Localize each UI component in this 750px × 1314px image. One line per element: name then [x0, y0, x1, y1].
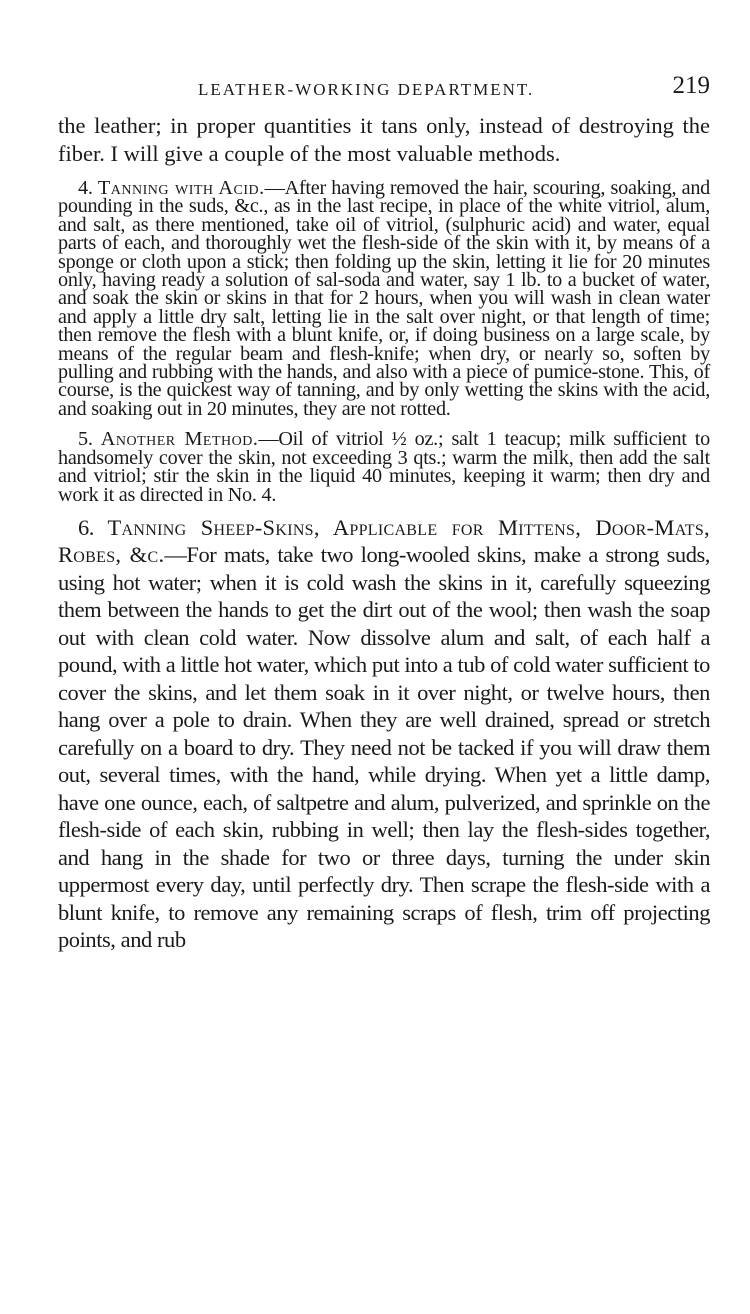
section-6-heading: Tanning Sheep-Skins, Applicable for Mittens, Door-Mats, Robes, &c.	[58, 514, 710, 568]
section-6-text: —For mats, take two long-wooled skins, make a strong suds, using hot water; when it is cold wash the skins in it, carefully squeezing them between the hands to get the dirt out of the wool; then wash the soap out with clean cold water. Now dissolve alum and salt, of each half a pound, with a little hot water, which put into a tub of cold water sufficient to cover the skins, and let them soak in it over night, or twelve hours, then hang over a pole to drain. When they are well drained, spread or stretch carefully on a board to dry. They need not be tacked if you will draw them out, several times, with the hand, while drying. When yet a little damp, have one ounce, each, of saltpetre and alum, pulverized, and sprinkle on the flesh-side of each skin, rubbing in well; then lay the flesh-sides together, and hang in the shade for two or three days, turning the under skin uppermost every day, until perfectly dry. Then scrape the flesh-side with a blunt knife, to remove any remaining scraps of flesh, trim off projecting points, and rub	[58, 542, 710, 953]
section-5-text: —Oil of vitriol ½ oz.; salt 1 teacup; milk sufficient to handsomely cover the skin, not exceeding 3 qts.; warm the milk, then add the salt and vitriol; stir the skin in the liquid 40 minutes, keeping it warm; then dry and work it as directed in No. 4.	[58, 428, 710, 506]
section-5-number: 5.	[78, 428, 93, 451]
section-5-heading: Another Method.	[100, 428, 259, 451]
book-page	[58, 72, 710, 954]
running-head	[58, 72, 710, 112]
section-4-number: 4.	[78, 177, 93, 199]
running-title: LEATHER-WORKING DEPARTMENT.	[198, 80, 535, 99]
section-4-paragraph	[58, 179, 710, 418]
page-number: 219	[672, 72, 710, 99]
section-6-number: 6.	[78, 514, 94, 540]
section-6-paragraph	[58, 514, 710, 954]
section-5-paragraph	[58, 430, 710, 504]
section-4-text: —After having removed the hair, scouring, soaking, and pounding in the suds, &c., as in the last recipe, in place of the white vitriol, alum, and salt, as there mentioned, take oil of vitriol, (sulphuric acid) and water, equal parts of each, and thoroughly wet the flesh-side of the skin with it, by means of a sponge or cloth upon a stick; then folding up the skin, letting it lie for 20 minutes only, having ready a solution of sal-soda and water, say 1 lb. to a bucket of water, and soak the skin or skins in that for 2 hours, when you will wash in clean water and apply a little dry salt, letting lie in the salt over night, or that length of time; then remove the flesh with a blunt knife, or, if doing business on a large scale, by means of the regular beam and flesh-knife; when dry, or nearly so, soften by pulling and rubbing with the hands, and also with a piece of pumice-stone. This, of course, is the quickest way of tanning, and by only wetting the skins with the acid, and soaking out in 20 minutes, they are not rotted.	[58, 177, 711, 420]
section-4-heading: Tanning with Acid.	[97, 177, 265, 199]
intro-paragraph: the leather; in proper quantities it tans only, instead of destroying the fiber. I will give a couple of the most valuable methods.	[58, 113, 710, 166]
